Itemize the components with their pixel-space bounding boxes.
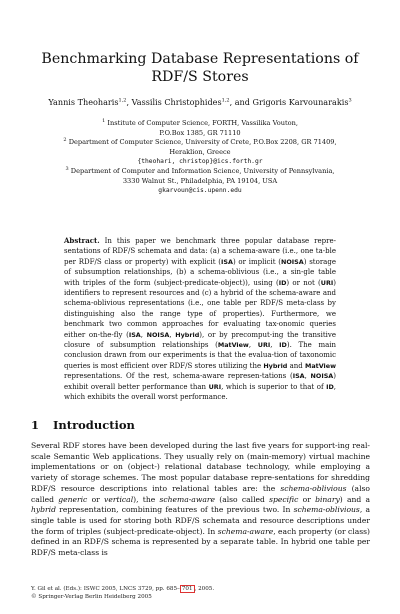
author-name: Grigoris Karvounarakis (252, 97, 349, 107)
affil-text: Heraklion, Greece (169, 147, 231, 156)
intro-paragraph (31, 441, 370, 559)
abstract-text: ) or implicit ( (232, 257, 282, 266)
author-affil-mark: 1,2 (221, 97, 230, 104)
affiliation-3 (40, 167, 360, 196)
footer-citation (31, 586, 370, 594)
affil-text: 3330 Walnut St., Philadelphia, PA 19104, USA (122, 176, 278, 185)
term-isa: ISA (292, 372, 305, 381)
term-id: ID (278, 278, 287, 287)
author-affil-mark: 1,2 (118, 97, 127, 104)
body-text: ), the (133, 494, 160, 504)
body-text: , each property (or class) defined in an RDF/S schema is represented by a separate table. In hybrid one table per RDF/S meta-class is (31, 526, 370, 558)
abstract-text: , (304, 372, 311, 381)
affil-text: Department of Computer and Information Science, University of Pennsylvania, (70, 166, 335, 175)
footer-copyright: © Springer-Verlag Berlin Heidelberg 2005 (31, 593, 152, 600)
body-text: or (298, 494, 316, 504)
term-noisa: NOISA (310, 372, 334, 381)
affil-number: 2 (63, 137, 67, 143)
section-title: Introduction (53, 418, 135, 432)
affiliations (40, 119, 360, 196)
author-email[interactable]: {theohari, christop}@ics.forth.gr (137, 158, 263, 166)
abstract-text: ) identifiers to represent resources and (c) a hybrid of the schema-aware and schema-oblivious representations (i.e., one table per RDF/S meta-class by distinguishing also the range type of properties). Furthermore, we benchmark two common approaches for evaluating tax-onomic queries either on-the-fly ( (64, 278, 337, 339)
term-uri: URI (320, 278, 334, 287)
abstract-text: , which exhibits the overall worst performance. (64, 382, 336, 402)
emph-term: schema-oblivious (280, 483, 347, 493)
body-text: Several RDF stores have been developed during the last five years for support-ing real-scale Semantic Web applications. They usually rely on (main-memory) virtual machine implementations or on (object-) relational database technology, while employing a variety of storage schemes. The most popular database repre-sentations for shredding RDF/S resource descriptions into relational tables are: the (31, 441, 370, 493)
abstract-text: ). The main conclusion drawn from our experiments is that the evalua-tion of taxonomic queries is most efficient over RDF/S stores utilizing the (64, 341, 337, 370)
section-number: 1 (31, 418, 40, 432)
affil-text: Department of Computer Science, University of Crete, P.O.Box 2208, GR 71409, (68, 138, 337, 147)
author-name: Vassilis Christophides (131, 97, 222, 107)
abstract (64, 236, 336, 403)
page-link[interactable]: 701 (181, 586, 193, 592)
term-matview: MatView (217, 341, 249, 350)
emph-term: schema-aware (159, 494, 215, 504)
title-line-2: RDF/S Stores (151, 69, 249, 85)
body-text: (also called (214, 494, 270, 504)
affil-text: Institute of Computer Science, FORTH, Vassilika Vouton, (107, 119, 298, 127)
abstract-text: , (248, 341, 258, 350)
abstract-text: ) or not ( (286, 278, 321, 287)
term-uri: URI (208, 382, 222, 391)
affil-number: 3 (65, 165, 69, 172)
abstract-text: ) exhibit overall better performance than (64, 372, 336, 391)
abstract-text: , (140, 330, 147, 339)
abstract-text: ) storage of subsumption relationships, (b) a schema-oblivious (i.e., a sin-gle table with triples of the form (subject-predicate-object)), using ( (64, 257, 336, 287)
emph-term: hybrid (31, 505, 56, 515)
affil-text: P.O.Box 1385, GR 71110 (159, 128, 241, 137)
body-text: representation, combining features of the previous two. In (55, 505, 294, 515)
abstract-text: ), or by precomput-ing the transitive closure of subsumption relationships ( (64, 330, 337, 350)
term-noisa: NOISA (146, 330, 170, 339)
emph-term: generic (58, 494, 88, 504)
abstract-text: representations. Of the rest, schema-aware represen-tations ( (64, 372, 293, 381)
abstract-label: Abstract. (64, 236, 100, 245)
abstract-text: In this paper we benchmark three popular database repre-sentations of RDF/S schemata and data: (a) a schema-aware (i.e., one ta-ble per RDF/S class or property) with explicit ( (64, 237, 336, 266)
abstract-text: and (287, 361, 305, 370)
publication-footer (31, 586, 370, 601)
abstract-text: , which is superior to that of (221, 382, 327, 391)
section-heading (31, 418, 371, 432)
body-text: , a single table is used for storing both RDF/S schemata and resource descriptions under the form of triples (subject-predicate-object). In (31, 505, 370, 536)
term-isa: ISA (221, 257, 233, 266)
author-list: Yannis Theoharis$^{1,2}$, Vassilis Christophides$^{1,2}$, and Grigoris Karvounarakis$^3$ (48, 97, 352, 107)
term-hybrid: Hybrid (263, 361, 288, 370)
footer-text: , 2005. (194, 586, 215, 592)
term-id: ID (326, 382, 334, 391)
author-name: Yannis Theoharis (48, 97, 119, 107)
emph-term: schema-aware (217, 526, 274, 536)
term-isa: ISA (128, 330, 141, 339)
body-text: (also called (31, 483, 370, 504)
emph-term: schema-oblivious (293, 505, 360, 515)
affil-number: 1 (102, 117, 106, 124)
term-hybrid: Hybrid (175, 330, 200, 339)
affiliation-2 (40, 138, 360, 167)
abstract-text: , (270, 341, 280, 350)
abstract-text: , (169, 330, 176, 339)
body-text: ) and a (339, 494, 371, 504)
title-line-1: Benchmarking Database Representations of (41, 51, 359, 67)
emph-term: vertical (104, 494, 134, 504)
emph-term: binary (315, 494, 340, 504)
term-id: ID (279, 341, 287, 350)
term-noisa: NOISA (281, 257, 304, 266)
footer-text: Y. Gil et al. (Eds.): ISWC 2005, LNCS 3729, pp. 685– (31, 586, 180, 592)
paper-title (30, 50, 370, 86)
term-uri: URI (257, 341, 271, 350)
author-email[interactable]: gkarvoun@cis.upenn.edu (158, 187, 242, 195)
term-matview: MatView (304, 361, 336, 370)
body-text: or (87, 494, 105, 504)
author-affil-mark: 3 (348, 97, 352, 104)
emph-term: specific (269, 494, 299, 504)
affiliation-1 (40, 119, 360, 138)
